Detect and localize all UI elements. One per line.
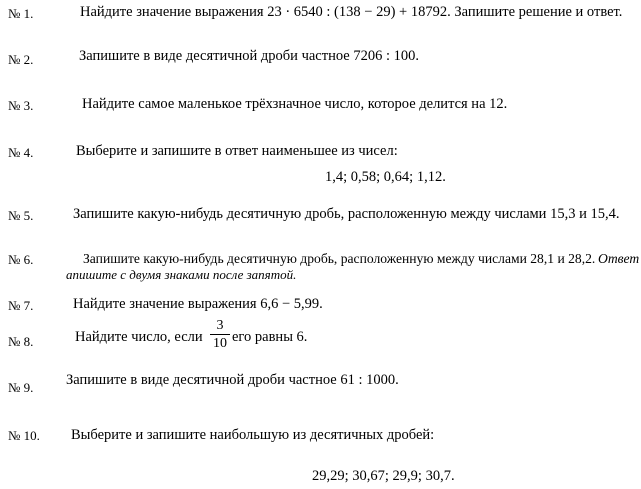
task-1-number: № 1.: [8, 6, 34, 21]
task-8-number: № 8.: [8, 334, 34, 349]
task-4-options: 1,4; 0,58; 0,64; 1,12.: [325, 169, 446, 185]
task-9-text: Запишите в виде десятичной дроби частное 61 : 1000.: [66, 372, 399, 388]
task-7-number: № 7.: [8, 298, 34, 313]
task-3-number: № 3.: [8, 98, 34, 113]
fraction-denominator: 10: [213, 336, 227, 351]
task-2-number: № 2.: [8, 52, 34, 67]
task-8-text-after: его равны 6.: [232, 329, 308, 345]
task-8-fraction: [210, 318, 230, 351]
task-1-text: Найдите значение выражения 23 · 6540 : (138 − 29) + 18792. Запишите решение и ответ.: [80, 4, 623, 20]
task-9-number: № 9.: [8, 380, 34, 395]
task-10-text: Выберите и запишите наибольшую из десятичных дробей:: [71, 427, 435, 443]
fraction-bar: [210, 334, 230, 335]
task-10-options: 29,29; 30,67; 29,9; 30,7.: [312, 468, 455, 484]
task-2-text: Запишите в виде десятичной дроби частное 7206 : 100.: [79, 48, 419, 64]
task-5-number: № 5.: [8, 208, 34, 223]
fraction-numerator: 3: [216, 318, 224, 333]
task-8-text-before: Найдите число, если: [75, 329, 203, 345]
task-4-number: № 4.: [8, 145, 34, 160]
task-10-number: № 10.: [8, 428, 40, 443]
task-6-text: Запишите какую-нибудь десятичную дробь, расположенную между числами 28,1 и 28,2.: [83, 251, 596, 266]
task-6-note: апишите с двумя знаками после запятой.: [66, 267, 297, 282]
task-7-text: Найдите значение выражения 6,6 − 5,99.: [73, 296, 323, 312]
task-3-text: Найдите самое маленькое трёхзначное число, которое делится на 12.: [82, 96, 508, 112]
task-6-note-start: Ответ: [598, 251, 640, 266]
task-4-text: Выберите и запишите в ответ наименьшее из чисел:: [76, 143, 398, 159]
task-6-number: № 6.: [8, 252, 34, 267]
task-5-text: Запишите какую-нибудь десятичную дробь, расположенную между числами 15,3 и 15,4.: [73, 206, 620, 222]
